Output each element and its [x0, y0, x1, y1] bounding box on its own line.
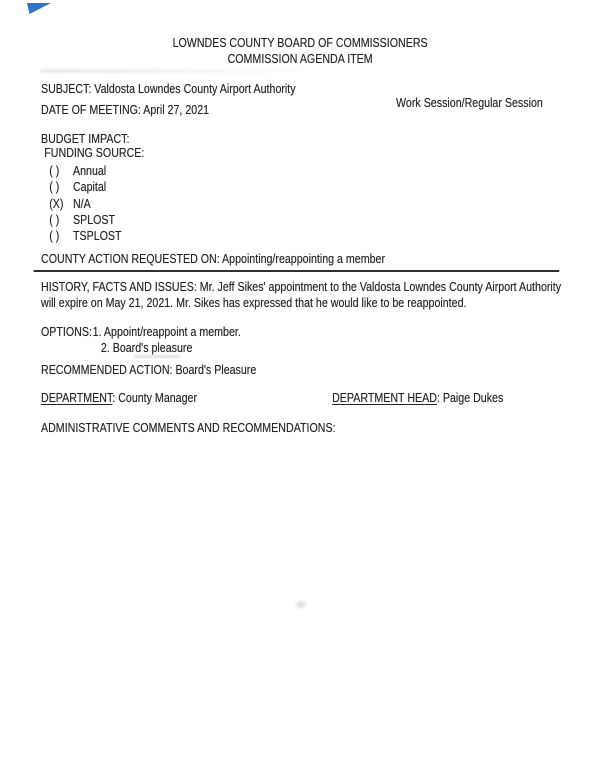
- funding-option-label: N/A: [72, 196, 91, 211]
- funding-option-label: TSPLOST: [72, 228, 122, 243]
- history-facts-line1: HISTORY, FACTS AND ISSUES: Mr. Jeff Sikes' appointment to the Valdosta Lowndes County Airport Authority: [41, 279, 562, 294]
- funding-option-splost: [49, 212, 115, 227]
- county-action-line: COUNTY ACTION REQUESTED ON: Appointing/reappointing a member: [41, 251, 386, 266]
- history-facts-line2: will expire on May 21, 2021. Mr. Sikes has expressed that he would like to be reappointed.: [41, 295, 467, 310]
- option-2: 2. Board's pleasure: [100, 340, 193, 355]
- funding-source-label: FUNDING SOURCE:: [44, 145, 145, 160]
- checkbox-annual: ( ): [49, 163, 60, 178]
- date-of-meeting-line: DATE OF MEETING: April 27, 2021: [41, 102, 210, 117]
- session-type-label: Work Session/Regular Session: [396, 95, 543, 110]
- funding-option-label: Annual: [72, 163, 107, 178]
- checkbox-na-checked: (X): [49, 196, 64, 211]
- budget-impact-label: BUDGET IMPACT:: [41, 131, 130, 146]
- options-label: OPTIONS:: [41, 324, 92, 339]
- funding-option-annual: [49, 163, 106, 178]
- funding-option-label: SPLOST: [72, 212, 116, 227]
- document-title-line2: COMMISSION AGENDA ITEM: [227, 51, 373, 66]
- department-label: DEPARTMENT: [41, 390, 113, 405]
- funding-option-na: [49, 196, 91, 211]
- section-divider-rule: [34, 270, 560, 272]
- department-value: : County Manager: [112, 390, 198, 405]
- department-head-label: DEPARTMENT HEAD: [332, 390, 437, 405]
- department-head-line: [332, 390, 503, 405]
- funding-option-label: Capital: [72, 179, 107, 194]
- checkbox-capital: ( ): [49, 179, 60, 194]
- department-line: [41, 390, 197, 405]
- administrative-comments-label: ADMINISTRATIVE COMMENTS AND RECOMMENDATIONS:: [41, 420, 336, 435]
- subject-line: SUBJECT: Valdosta Lowndes County Airport Authority: [41, 81, 296, 96]
- option-1: 1. Appoint/reappoint a member.: [92, 324, 241, 339]
- checkbox-tsplost: ( ): [49, 228, 60, 243]
- recommended-action-line: RECOMMENDED ACTION: Board's Pleasure: [41, 362, 257, 377]
- funding-option-capital: [49, 179, 106, 194]
- funding-option-tsplost: [49, 228, 121, 243]
- department-head-value: : Paige Dukes: [436, 390, 504, 405]
- checkbox-splost: ( ): [49, 212, 60, 227]
- document-title-line1: LOWNDES COUNTY BOARD OF COMMISSIONERS: [172, 35, 428, 50]
